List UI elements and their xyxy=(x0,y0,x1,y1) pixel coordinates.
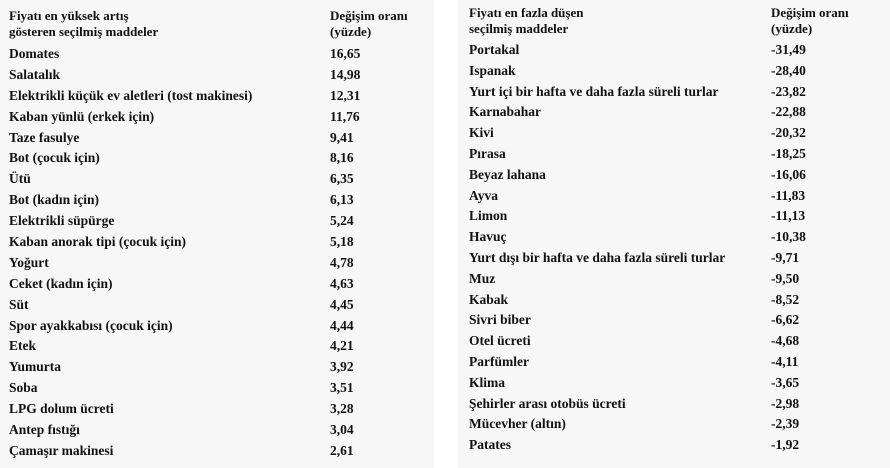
item-name: Yumurta xyxy=(9,359,62,375)
item-change: -8,52 xyxy=(771,291,800,307)
table-row xyxy=(0,190,434,211)
item-change: -2,39 xyxy=(771,416,800,432)
item-name: Beyaz lahana xyxy=(469,166,546,182)
item-change: -3,65 xyxy=(771,374,800,390)
table-row xyxy=(0,86,434,107)
table-row xyxy=(0,148,434,169)
item-change: -10,38 xyxy=(771,229,806,245)
item-change: -31,49 xyxy=(771,42,806,57)
item-name: LPG dolum ücreti xyxy=(9,401,114,417)
item-name: Ütü xyxy=(9,171,31,187)
item-name: Salatalık xyxy=(9,66,61,82)
table-row xyxy=(458,144,890,165)
item-name: Klima xyxy=(469,374,505,390)
item-name: Pırasa xyxy=(469,145,506,161)
table-row xyxy=(458,414,890,435)
increase-table-rows xyxy=(0,44,434,462)
table-row xyxy=(0,274,434,295)
item-name: Otel ücreti xyxy=(469,333,531,349)
item-name: Kivi xyxy=(469,125,494,141)
item-change: 11,76 xyxy=(330,108,360,124)
item-name: Muz xyxy=(469,270,496,286)
table-row xyxy=(458,352,890,373)
table-row xyxy=(0,378,434,399)
decrease-table-header-name: Fiyatı en fazla düşen seçilmiş maddeler xyxy=(469,5,584,36)
item-name: Elektrikli küçük ev aletleri (tost makinesi) xyxy=(9,87,253,103)
item-change: 5,24 xyxy=(330,213,354,229)
item-change: -2,98 xyxy=(771,395,800,411)
item-change: 3,92 xyxy=(330,359,354,375)
decrease-table-rows xyxy=(458,40,890,456)
price-increase-table xyxy=(0,0,434,468)
table-row xyxy=(0,399,434,420)
table-row xyxy=(0,295,434,316)
item-change: -18,25 xyxy=(771,145,806,161)
item-change: 4,63 xyxy=(330,275,354,291)
table-row xyxy=(458,102,890,123)
item-name: Çamaşır makinesi xyxy=(9,442,114,458)
item-name: Bot (çocuk için) xyxy=(9,150,100,166)
table-row xyxy=(458,269,890,290)
item-change: -23,82 xyxy=(771,83,806,99)
item-name: Şehirler arası otobüs ücreti xyxy=(469,395,626,411)
item-change: -16,06 xyxy=(771,166,806,182)
item-change: -1,92 xyxy=(771,437,800,453)
item-change: -20,32 xyxy=(771,125,806,141)
table-row xyxy=(458,123,890,144)
item-name: Kaban anorak tipi (çocuk için) xyxy=(9,234,187,250)
item-name: Kabak xyxy=(469,291,509,307)
price-decrease-table xyxy=(458,0,890,468)
item-name: Yoğurt xyxy=(9,254,49,270)
table-row xyxy=(458,373,890,394)
table-row xyxy=(458,82,890,103)
item-change: -11,13 xyxy=(771,208,806,224)
item-name: Spor ayakkabısı (çocuk için) xyxy=(9,317,173,333)
item-name: Sivri biber xyxy=(469,312,531,328)
item-change: -6,62 xyxy=(771,312,800,328)
item-change: 3,28 xyxy=(330,401,354,417)
table-row xyxy=(0,232,434,253)
table-row xyxy=(0,169,434,190)
table-row xyxy=(0,316,434,337)
item-name: Taze fasulye xyxy=(9,129,80,145)
item-change: 5,18 xyxy=(330,234,354,250)
increase-table-header-value: Değişim oranı (yüzde) xyxy=(330,8,408,39)
table-row xyxy=(0,128,434,149)
item-name: Ceket (kadın için) xyxy=(9,275,113,291)
table-row xyxy=(0,441,434,462)
item-name: Yurt içi bir hafta ve daha fazla süreli turlar xyxy=(469,83,719,99)
item-name: Kaban yünlü (erkek için) xyxy=(9,108,155,124)
item-change: 2,61 xyxy=(330,442,354,458)
item-change: -4,68 xyxy=(771,333,800,349)
item-name: Süt xyxy=(9,296,29,312)
item-change: -11,83 xyxy=(771,187,806,203)
item-name: Mücevher (altın) xyxy=(469,416,566,432)
item-change: 6,35 xyxy=(330,171,354,187)
item-name: Bot (kadın için) xyxy=(9,192,100,208)
item-change: 14,98 xyxy=(330,66,361,82)
item-change: -4,11 xyxy=(771,353,799,369)
item-change: 4,21 xyxy=(330,338,354,354)
table-row xyxy=(458,227,890,248)
item-change: 4,44 xyxy=(330,317,354,333)
table-row xyxy=(0,357,434,378)
table-row xyxy=(458,394,890,415)
item-name: Elektrikli süpürge xyxy=(9,213,115,229)
table-row xyxy=(0,44,434,65)
table-row xyxy=(458,206,890,227)
item-name: Parfümler xyxy=(469,353,529,369)
table-row xyxy=(0,420,434,441)
table-row xyxy=(458,290,890,311)
item-name: Antep fıstığı xyxy=(9,422,80,438)
item-change: 3,04 xyxy=(330,422,354,438)
table-row xyxy=(458,435,890,456)
item-change: -28,40 xyxy=(771,62,806,78)
item-change: -22,88 xyxy=(771,104,806,120)
increase-table-header-name: Fiyatı en yüksek artış gösteren seçilmiş maddeler xyxy=(9,8,159,39)
item-change: -9,71 xyxy=(771,249,800,265)
item-name: Karnabahar xyxy=(469,104,542,120)
table-row xyxy=(458,165,890,186)
item-name: Soba xyxy=(9,380,38,396)
table-row xyxy=(458,61,890,82)
item-change: 16,65 xyxy=(330,46,361,61)
table-row xyxy=(0,65,434,86)
item-change: 4,45 xyxy=(330,296,354,312)
item-name: Patates xyxy=(469,437,511,453)
item-name: Havuç xyxy=(469,229,507,245)
item-change: 3,51 xyxy=(330,380,354,396)
table-row xyxy=(458,331,890,352)
table-row xyxy=(0,107,434,128)
table-row xyxy=(0,253,434,274)
item-name: Limon xyxy=(469,208,508,224)
item-name: Ispanak xyxy=(469,62,516,78)
item-change: 9,41 xyxy=(330,129,354,145)
item-name: Etek xyxy=(9,338,36,354)
item-name: Ayva xyxy=(469,187,498,203)
item-name: Portakal xyxy=(469,42,520,57)
decrease-table-header-value: Değişim oranı (yüzde) xyxy=(771,5,849,36)
item-name: Domates xyxy=(9,46,60,61)
table-row xyxy=(0,336,434,357)
item-name: Yurt dışı bir hafta ve daha fazla süreli turlar xyxy=(469,249,726,265)
table-row xyxy=(458,248,890,269)
table-row xyxy=(458,186,890,207)
table-row xyxy=(0,211,434,232)
item-change: 6,13 xyxy=(330,192,354,208)
table-row xyxy=(458,310,890,331)
item-change: -9,50 xyxy=(771,270,800,286)
item-change: 8,16 xyxy=(330,150,354,166)
item-change: 4,78 xyxy=(330,254,354,270)
table-row xyxy=(458,40,890,61)
item-change: 12,31 xyxy=(330,87,361,103)
